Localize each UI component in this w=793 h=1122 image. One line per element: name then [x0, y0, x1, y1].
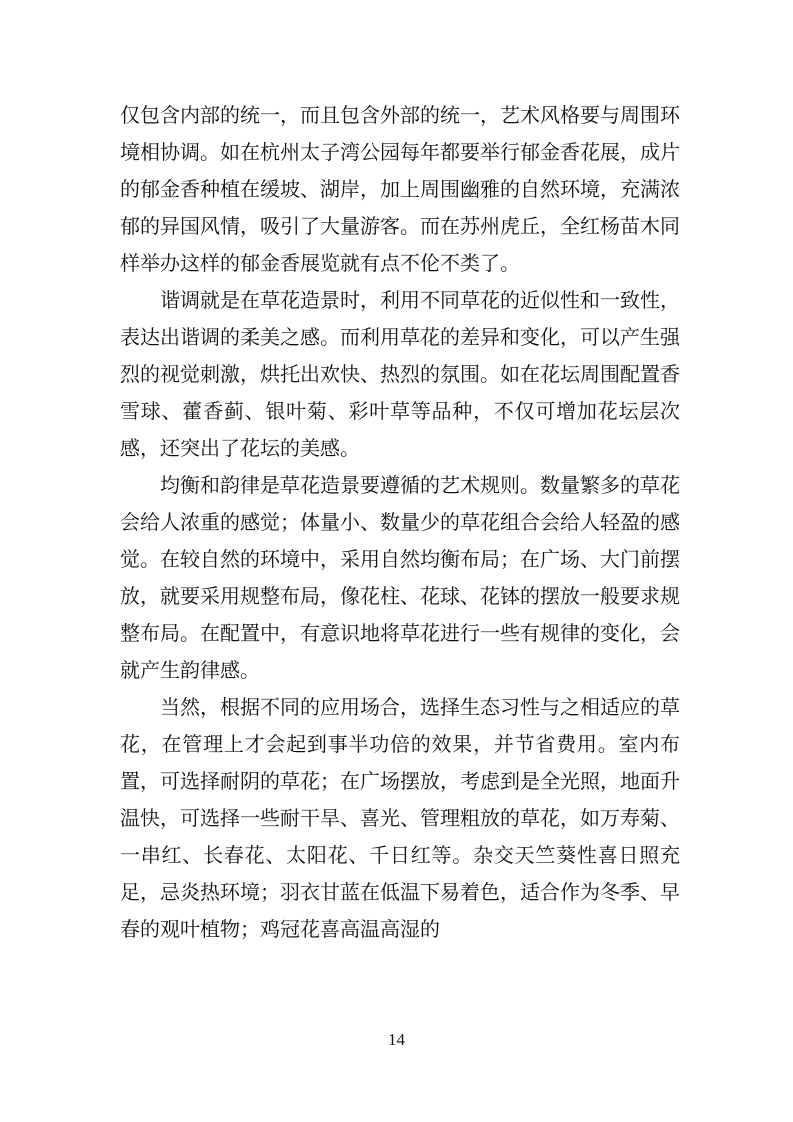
- paragraph-balance-rhythm: 均衡和韵律是草花造景要遵循的艺术规则。数量繁多的草花会给人浓重的感觉；体量小、数量少的草花组合会给人轻盈的感觉。在较自然的环境中，采用自然均衡布局；在广场、大门前摆放，就要采用规整布局，像花柱、花球、花钵的摆放一般要求规整布局。在配置中，有意识地将草花进行一些有规律的变化，会就产生韵律感。: [120, 473, 680, 682]
- paragraph-harmony: 谐调就是在草花造景时，利用不同草花的近似性和一致性，表达出谐调的柔美之感。而利用草花的差异和变化，可以产生强烈的视觉刺激，烘托出欢快、热烈的氛围。如在花坛周围配置香雪球、藿香蓟、银叶菊、彩叶草等品种，不仅可增加花坛层次感，还突出了花坛的美感。: [120, 288, 680, 460]
- body-text: [120, 97, 680, 948]
- paragraph-ecological-selection: 当然，根据不同的应用场合，选择生态习性与之相适应的草花，在管理上才会起到事半功倍的效果，并节省费用。室内布置，可选择耐阴的草花；在广场摆放，考虑到是全光照，地面升温快，可选择一些耐干旱、喜光、管理粗放的草花，如万寿菊、一串红、长春花、太阳花、千日红等。杂交天竺葵性喜日照充足，忌炎热环境；羽衣甘蓝在低温下易着色，适合作为冬季、早春的观叶植物；鸡冠花喜高温高湿的: [120, 695, 680, 941]
- paragraph-continued: 仅包含内部的统一，而且包含外部的统一，艺术风格要与周围环境相协调。如在杭州太子湾公园每年都要举行郁金香花展，成片的郁金香种植在缓坡、湖岸，加上周围幽雅的自然环境，充满浓郁的异国风情，吸引了大量游客。而在苏州虎丘，全红杨苗木同样举办这样的郁金香展览就有点不伦不类了。: [120, 103, 680, 275]
- page-number: 14: [388, 1030, 405, 1049]
